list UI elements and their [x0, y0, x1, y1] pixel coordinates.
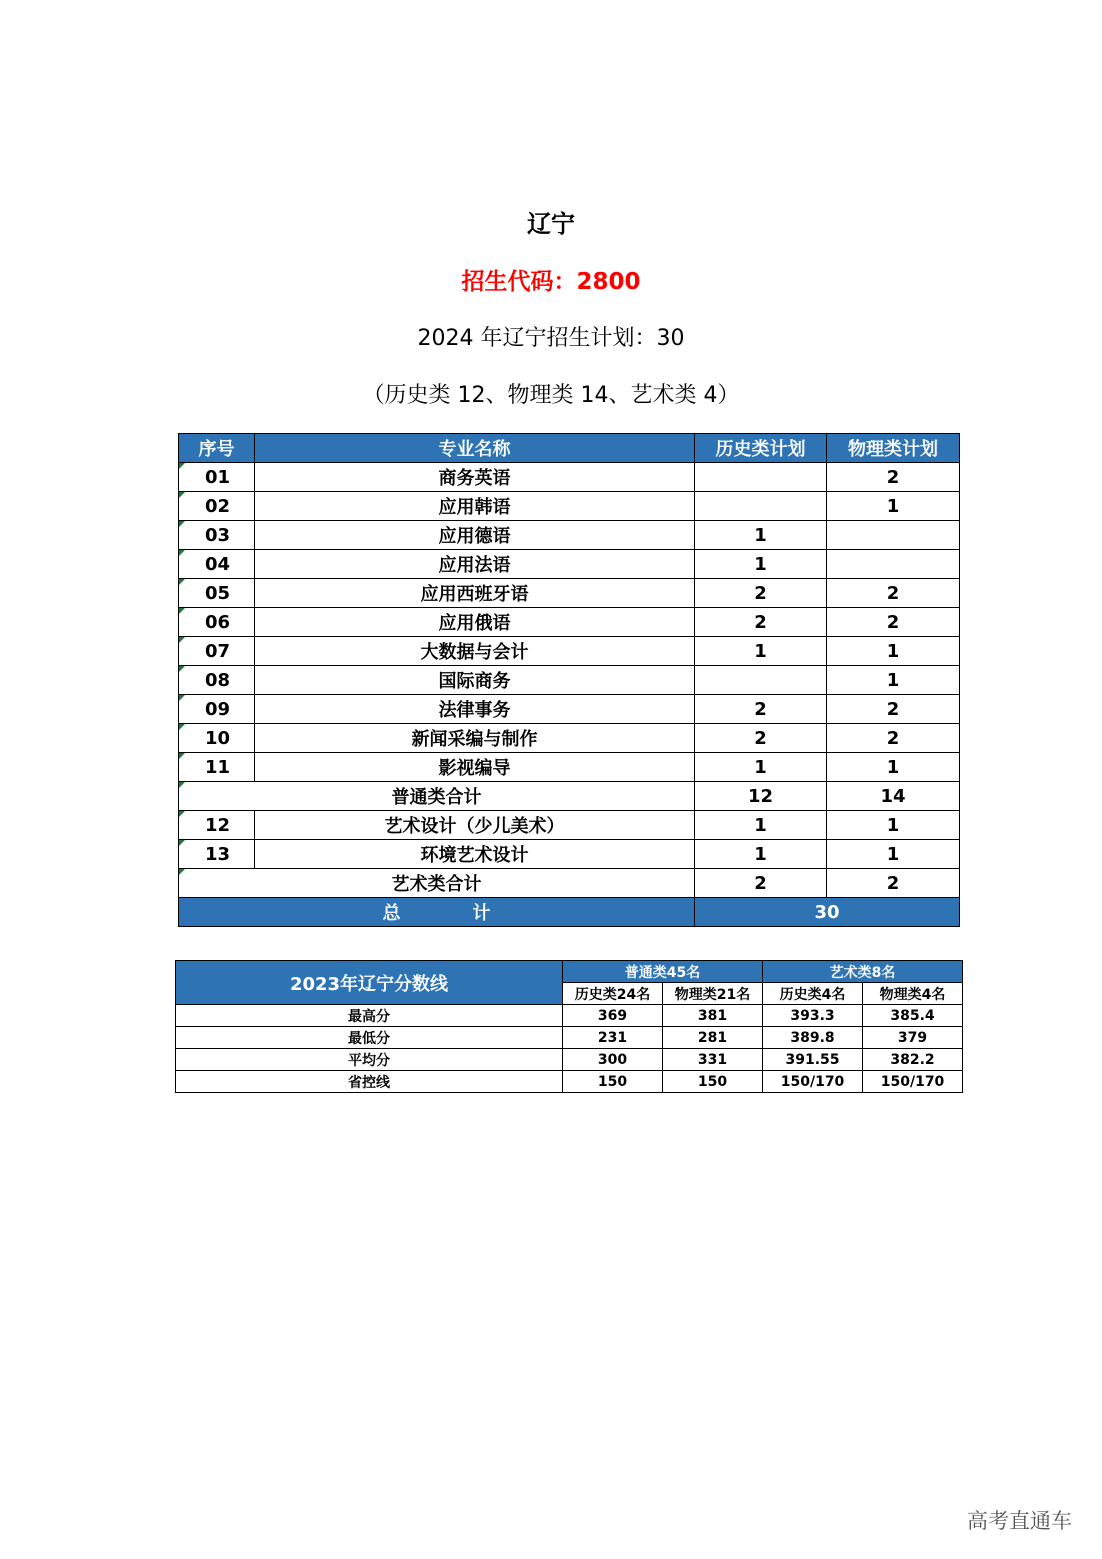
subheader-art-history: 历史类4名 [763, 983, 863, 1005]
table-row [179, 695, 960, 724]
row-history: 1 [695, 550, 827, 579]
score-cell: 381 [663, 1005, 763, 1027]
group-general: 普通类45名 [563, 961, 763, 983]
row-major: 法律事务 [255, 695, 695, 724]
score-cell: 281 [663, 1027, 763, 1049]
table-row [179, 840, 960, 869]
table-row [179, 550, 960, 579]
score-cell: 150/170 [763, 1071, 863, 1093]
row-physics: 1 [827, 840, 960, 869]
row-major: 新闻采编与制作 [255, 724, 695, 753]
score-cell: 393.3 [763, 1005, 863, 1027]
row-major: 应用西班牙语 [255, 579, 695, 608]
row-seq: 12 [179, 811, 255, 840]
table-header-row [179, 434, 960, 463]
general-subtotal-label: 普通类合计 [179, 782, 695, 811]
row-major: 应用法语 [255, 550, 695, 579]
row-seq: 05 [179, 579, 255, 608]
row-major: 应用德语 [255, 521, 695, 550]
total-label: 总 计 [179, 898, 695, 927]
header-physics-plan: 物理类计划 [827, 434, 960, 463]
subheader-general-history: 历史类24名 [563, 983, 663, 1005]
row-seq: 11 [179, 753, 255, 782]
table-row [179, 579, 960, 608]
score-cell: 331 [663, 1049, 763, 1071]
art-subtotal-physics: 2 [827, 869, 960, 898]
table-row [179, 637, 960, 666]
enrollment-plan: 2024 年辽宁招生计划：30 [417, 326, 685, 351]
table-row [176, 1071, 963, 1093]
plan-breakdown: （历史类 12、物理类 14、艺术类 4） [362, 383, 740, 408]
row-history: 2 [695, 579, 827, 608]
total-row [179, 898, 960, 927]
score-row-label: 省控线 [176, 1071, 563, 1093]
score-cell: 389.8 [763, 1027, 863, 1049]
table-row [176, 1005, 963, 1027]
row-seq: 02 [179, 492, 255, 521]
art-subtotal-label: 艺术类合计 [179, 869, 695, 898]
score-row-label: 最低分 [176, 1027, 563, 1049]
major-plan-table [178, 433, 960, 927]
score-table-title: 2023年辽宁分数线 [176, 961, 563, 1005]
row-physics: 2 [827, 608, 960, 637]
row-physics: 1 [827, 753, 960, 782]
row-history: 1 [695, 521, 827, 550]
row-seq: 06 [179, 608, 255, 637]
row-seq: 01 [179, 463, 255, 492]
row-seq: 07 [179, 637, 255, 666]
table-row [179, 666, 960, 695]
table-row [179, 753, 960, 782]
score-header-row [176, 961, 963, 983]
row-major: 艺术设计（少儿美术） [255, 811, 695, 840]
score-cell: 379 [863, 1027, 963, 1049]
score-cell: 369 [563, 1005, 663, 1027]
row-major: 大数据与会计 [255, 637, 695, 666]
row-history: 1 [695, 840, 827, 869]
row-major: 商务英语 [255, 463, 695, 492]
row-history: 2 [695, 724, 827, 753]
row-history: 1 [695, 811, 827, 840]
row-major: 应用俄语 [255, 608, 695, 637]
general-subtotal-physics: 14 [827, 782, 960, 811]
row-history: 2 [695, 695, 827, 724]
row-history: 2 [695, 608, 827, 637]
score-cell: 300 [563, 1049, 663, 1071]
row-seq: 03 [179, 521, 255, 550]
row-major: 环境艺术设计 [255, 840, 695, 869]
art-subtotal-history: 2 [695, 869, 827, 898]
row-physics: 2 [827, 579, 960, 608]
row-history: 1 [695, 637, 827, 666]
row-physics: 1 [827, 637, 960, 666]
subheader-general-physics: 物理类21名 [663, 983, 763, 1005]
row-physics: 1 [827, 492, 960, 521]
row-history [695, 463, 827, 492]
page-title: 辽宁 [527, 210, 575, 238]
row-physics: 1 [827, 811, 960, 840]
score-cell: 391.55 [763, 1049, 863, 1071]
row-physics: 1 [827, 666, 960, 695]
header-seq: 序号 [179, 434, 255, 463]
row-major: 国际商务 [255, 666, 695, 695]
header-major: 专业名称 [255, 434, 695, 463]
table-row [179, 492, 960, 521]
score-row-label: 平均分 [176, 1049, 563, 1071]
watermark: 高考直通车 [967, 1509, 1072, 1533]
general-subtotal-row [179, 782, 960, 811]
row-seq: 09 [179, 695, 255, 724]
table-row [179, 811, 960, 840]
table-row [176, 1049, 963, 1071]
total-value: 30 [695, 898, 960, 927]
subheader-art-physics: 物理类4名 [863, 983, 963, 1005]
row-physics: 2 [827, 695, 960, 724]
score-cell: 150/170 [863, 1071, 963, 1093]
row-seq: 13 [179, 840, 255, 869]
table-row [176, 1027, 963, 1049]
table-row [179, 608, 960, 637]
header-history-plan: 历史类计划 [695, 434, 827, 463]
enrollment-code: 招生代码：2800 [461, 269, 641, 295]
row-major: 影视编导 [255, 753, 695, 782]
score-row-label: 最高分 [176, 1005, 563, 1027]
score-cell: 150 [563, 1071, 663, 1093]
table-row [179, 521, 960, 550]
score-cell: 382.2 [863, 1049, 963, 1071]
table-row [179, 724, 960, 753]
row-seq: 08 [179, 666, 255, 695]
row-seq: 04 [179, 550, 255, 579]
row-history [695, 666, 827, 695]
score-cell: 385.4 [863, 1005, 963, 1027]
row-physics [827, 521, 960, 550]
row-seq: 10 [179, 724, 255, 753]
row-major: 应用韩语 [255, 492, 695, 521]
score-cell: 231 [563, 1027, 663, 1049]
score-cell: 150 [663, 1071, 763, 1093]
row-history: 1 [695, 753, 827, 782]
row-physics: 2 [827, 463, 960, 492]
art-subtotal-row [179, 869, 960, 898]
score-line-table [175, 960, 963, 1093]
table-row [179, 463, 960, 492]
row-physics [827, 550, 960, 579]
group-art: 艺术类8名 [763, 961, 963, 983]
row-physics: 2 [827, 724, 960, 753]
general-subtotal-history: 12 [695, 782, 827, 811]
row-history [695, 492, 827, 521]
